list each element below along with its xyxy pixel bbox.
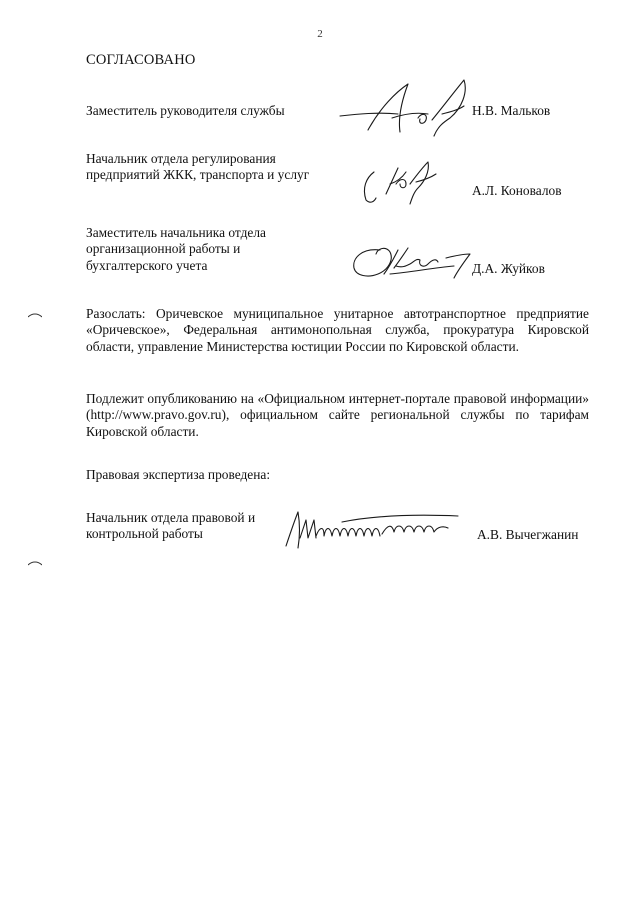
- margin-mark-top: [28, 312, 42, 320]
- approver-1-name: Н.В. Мальков: [472, 103, 551, 118]
- approver-1-title: Заместитель руководителя службы: [86, 103, 285, 118]
- legal-reviewer-name: А.В. Вычегжанин: [477, 527, 579, 542]
- legal-review-label: Правовая экспертиза проведена:: [86, 467, 271, 482]
- publication-note: Подлежит опубликованию на «Официальном интернет-портале правовой информации» (http://www.pravo.gov.ru), официальном сайте региональной службы по тарифам Кировской области.: [86, 391, 589, 439]
- approver-2-title: Начальник отдела регулирования предприятий ЖКК, транспорта и услуг: [86, 151, 310, 183]
- approval-heading: СОГЛАСОВАНО: [86, 52, 196, 68]
- distribution-list: Разослать: Оричевское муниципальное унитарное автотранспортное предприятие «Оричевское», Федеральная антимонопольная служба, прокуратура Кировской области, управление Министерства юстиции России по Кировской области.: [86, 306, 589, 354]
- approver-2-name: А.Л. Коновалов: [472, 183, 562, 198]
- legal-reviewer-title: Начальник отдела правовой и контрольной работы: [86, 510, 256, 542]
- approver-3-title: Заместитель начальника отдела организационной работы и бухгалтерского учета: [86, 225, 266, 273]
- approver-3-name: Д.А. Жуйков: [472, 261, 545, 276]
- page-number: 2: [317, 28, 323, 40]
- legal-reviewer-signature: [282, 508, 468, 554]
- margin-mark-bottom: [28, 560, 42, 568]
- approver-2-signature: [360, 154, 450, 208]
- approver-1-signature: [338, 74, 478, 146]
- approver-3-signature: [350, 244, 474, 284]
